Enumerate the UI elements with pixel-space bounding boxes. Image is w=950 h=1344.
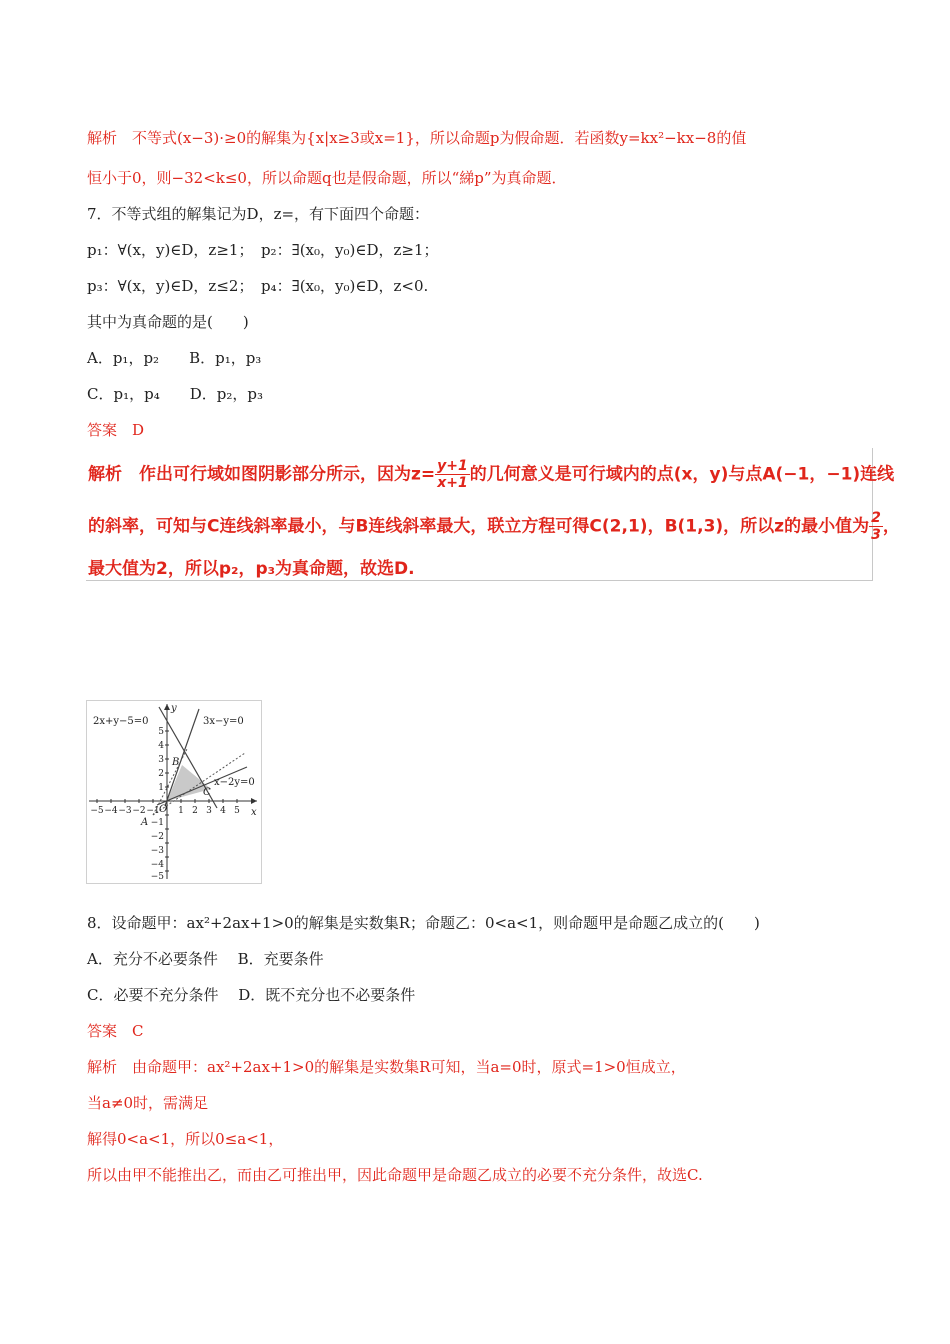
svg-text:−4: −4 — [150, 860, 164, 870]
svg-text:1: 1 — [178, 806, 184, 816]
x-axis-label: x — [251, 807, 257, 818]
svg-text:2: 2 — [158, 769, 164, 779]
q8-analysis-1: 解析 由命题甲：ax²+2ax+1>0的解集是实数集R可知，当a=0时，原式=1>0恒成立， — [87, 1058, 686, 1076]
origin-label: O — [159, 804, 168, 815]
label-3x-minus-y: 3x−y=0 — [203, 716, 244, 727]
q7-options-cd: C．p₁，p₄ D．p₂，p₃ — [87, 385, 263, 403]
svg-text:1: 1 — [158, 783, 164, 793]
label-2x-plus-y: 2x+y−5=0 — [93, 716, 149, 727]
label-x-minus-2y: x−2y=0 — [214, 777, 255, 788]
svg-text:5: 5 — [158, 727, 164, 737]
svg-text:4: 4 — [158, 741, 164, 751]
q7-propositions-2: p₃：∀(x，y)∈D，z≤2； p₄：∃(x₀，y₀)∈D，z<0. — [87, 277, 429, 295]
q6-analysis-line2: 恒小于0，则−32<k≤0，所以命题q也是假命题，所以“綈p”为真命题． — [87, 169, 567, 187]
svg-text:−3: −3 — [118, 806, 132, 816]
q7-analysis-1b: 的几何意义是可行域内的点(x，y)与点A(−1，−1)连线 — [469, 464, 895, 485]
q8-analysis-3: 解得0<a<1，所以0≤a<1， — [87, 1130, 284, 1148]
svg-text:5: 5 — [234, 806, 240, 816]
svg-text:3: 3 — [158, 755, 164, 765]
q7-analysis-1a: 解析 作出可行域如图阴影部分所示，因为z= — [88, 464, 436, 485]
y-axis-arrow — [164, 704, 170, 710]
min-fraction: $\frac{2}{3}$ — [871, 510, 881, 543]
svg-text:−2: −2 — [150, 832, 164, 842]
q8-analysis-2: 当a≠0时，需满足 — [87, 1094, 209, 1112]
svg-text:−3: −3 — [150, 846, 164, 856]
q7-stem: 7．不等式组的解集记为D，z=，有下面四个命题： — [87, 205, 430, 223]
svg-text:−5: −5 — [90, 806, 104, 816]
svg-text:4: 4 — [220, 806, 226, 816]
q8-options-cd: C．必要不充分条件 D．既不充分也不必要条件 — [87, 986, 416, 1004]
q7-propositions-1: p₁：∀(x，y)∈D，z≥1； p₂：∃(x₀，y₀)∈D，z≥1； — [87, 241, 439, 259]
svg-text:−1: −1 — [150, 818, 164, 828]
svg-text:2: 2 — [192, 806, 198, 816]
svg-text:3: 3 — [206, 806, 212, 816]
q8-stem: 8．设命题甲：ax²+2ax+1>0的解集是实数集R；命题乙：0<a<1，则命题甲是命题乙成立的( ) — [87, 914, 760, 932]
svg-text:−2: −2 — [132, 806, 146, 816]
q6-analysis-line1: 解析 不等式(x−3)·≥0的解集为{x|x≥3或x=1}，所以命题p为假命题．若函数y=kx²−kx−8的值 — [87, 129, 747, 147]
q7-options-ab: A．p₁，p₂ B．p₁，p₃ — [87, 349, 262, 367]
svg-text:−1: −1 — [146, 806, 160, 816]
x-axis-arrow — [251, 798, 257, 804]
point-A-label: A — [141, 817, 149, 828]
q7-analysis-line2: 的斜率，可知与C连线斜率最小，与B连线斜率最大，联立方程可得C(2,1)，B(1,3)，所以z的最小值为 $\frac{2}{3}$ ， — [88, 510, 900, 543]
graph-svg — [87, 701, 261, 883]
q7-question: 其中为真命题的是( ) — [87, 313, 249, 331]
svg-text:−4: −4 — [104, 806, 118, 816]
q8-options-ab: A．充分不必要条件 B．充要条件 — [87, 950, 324, 968]
q7-analysis-line3: 最大值为2，所以p₂，p₃为真命题，故选D. — [88, 559, 415, 579]
q8-answer: 答案 C — [87, 1022, 144, 1040]
feasible-region-graph — [86, 700, 262, 884]
y-axis-label: y — [171, 703, 177, 714]
q8-analysis-4: 所以由甲不能推出乙，而由乙可推出甲，因此命题甲是命题乙成立的必要不充分条件，故选C. — [87, 1166, 703, 1184]
q7-analysis-box — [86, 448, 900, 581]
svg-text:−5: −5 — [150, 872, 164, 882]
z-fraction: $\frac{y+1}{x+1}$ — [437, 458, 468, 491]
q7-analysis-line1 — [88, 458, 894, 491]
point-C-label: C — [203, 787, 211, 798]
q7-answer: 答案 D — [87, 421, 145, 439]
point-B-label: B — [172, 757, 180, 768]
